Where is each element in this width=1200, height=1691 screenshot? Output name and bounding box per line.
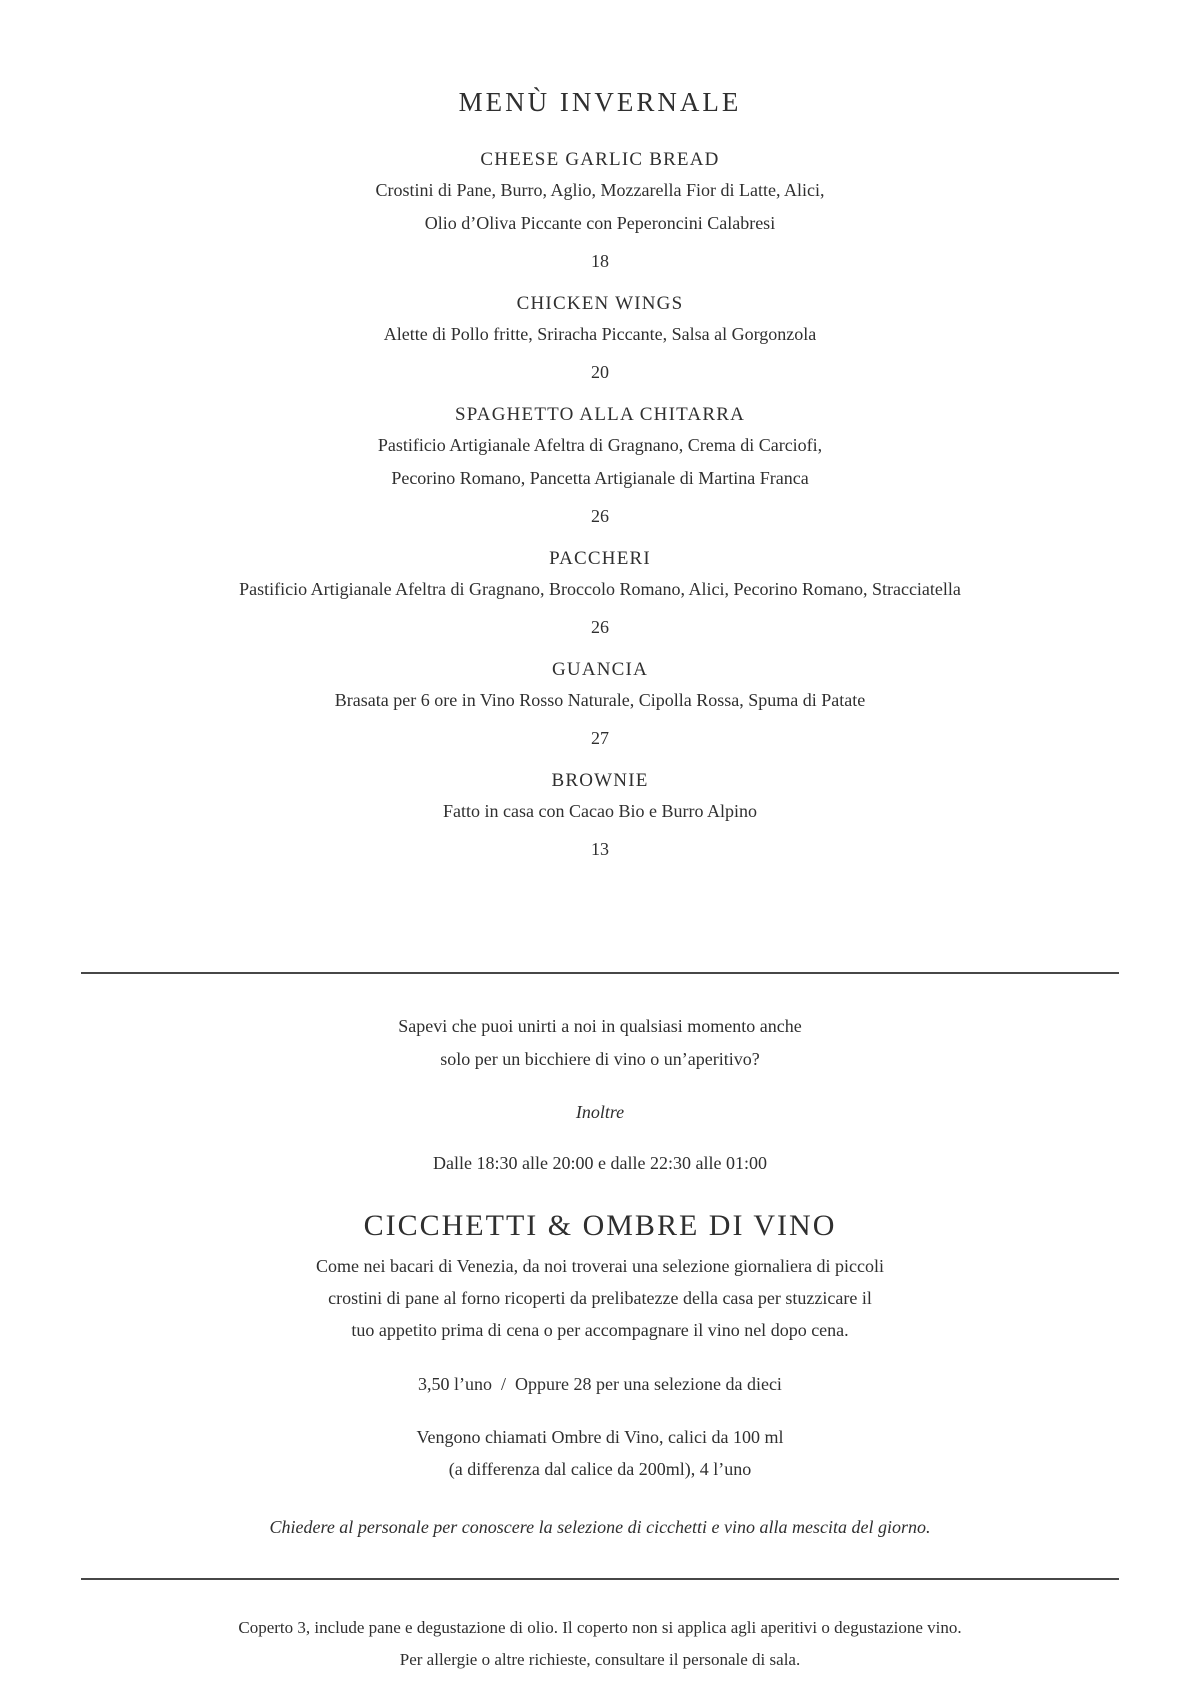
item-description-line: Fatto in casa con Cacao Bio e Burro Alpino — [443, 801, 757, 821]
menu-items-list — [0, 146, 1200, 862]
section-divider-top — [81, 972, 1119, 974]
item-description-line: Alette di Pollo fritte, Sriracha Piccante, Salsa al Gorgonzola — [383, 324, 817, 344]
item-price: 26 — [591, 617, 609, 637]
ombre-note-line: (a differenza dal calice da 200ml), 4 l’uno — [448, 1459, 752, 1479]
item-name: BROWNIE — [551, 770, 649, 791]
staff-note: Chiedere al personale per conoscere la selezione di cicchetti e vino alla mescita del giorno. — [269, 1517, 931, 1537]
item-description-line: Pastificio Artigianale Afeltra di Gragnano, Broccolo Romano, Alici, Pecorino Romano, Stracciatella — [239, 579, 961, 599]
menu-item-spaghetto-alla-chitarra — [0, 401, 1200, 529]
ombre-note-line: Vengono chiamati Ombre di Vino, calici da 100 ml — [416, 1427, 784, 1447]
menu-item-brownie — [0, 767, 1200, 862]
item-description-line: Crostini di Pane, Burro, Aglio, Mozzarella Fior di Latte, Alici, — [375, 180, 825, 200]
inoltre-label: Inoltre — [575, 1102, 625, 1122]
item-price: 20 — [591, 362, 609, 382]
item-name: CHEESE GARLIC BREAD — [480, 149, 720, 170]
cicchetti-heading: CICCHETTI & OMBRE DI VINO — [363, 1209, 837, 1242]
menu-item-paccheri — [0, 545, 1200, 640]
item-price: 13 — [591, 839, 609, 859]
footer-note-line: Coperto 3, include pane e degustazione di olio. Il coperto non si applica agli aperitivi o degustazione vino. — [238, 1618, 962, 1637]
item-price: 27 — [591, 728, 609, 748]
cicchetti-description-line: tuo appetito prima di cena o per accompagnare il vino nel dopo cena. — [351, 1320, 849, 1340]
menu-item-chicken-wings — [0, 290, 1200, 385]
item-name: CHICKEN WINGS — [516, 293, 684, 314]
cicchetti-pricing: 3,50 l’uno / Oppure 28 per una selezione da dieci — [418, 1374, 782, 1394]
item-name: GUANCIA — [551, 659, 648, 680]
item-name: PACCHERI — [549, 548, 651, 569]
footer-note-line: Per allergie o altre richieste, consultare il personale di sala. — [399, 1650, 801, 1669]
item-price: 18 — [591, 251, 609, 271]
item-description-line: Pastificio Artigianale Afeltra di Gragnano, Crema di Carciofi, — [377, 435, 823, 455]
item-price: 26 — [591, 506, 609, 526]
item-description-line: Pecorino Romano, Pancetta Artigianale di Martina Franca — [391, 468, 809, 488]
cicchetti-description-line: Come nei bacari di Venezia, da noi troverai una selezione giornaliera di piccoli — [316, 1256, 884, 1276]
section-divider-bottom — [81, 1578, 1119, 1580]
aperitivo-intro — [0, 1010, 1200, 1076]
item-description-line: Olio d’Oliva Piccante con Peperoncini Calabresi — [424, 213, 776, 233]
menu-item-cheese-garlic-bread — [0, 146, 1200, 274]
item-description-line: Brasata per 6 ore in Vino Rosso Naturale, Cipolla Rossa, Spuma di Patate — [334, 690, 866, 710]
aperitivo-intro-line: solo per un bicchiere di vino o un’aperitivo? — [440, 1049, 760, 1069]
page-title: MENÙ INVERNALE — [458, 87, 742, 117]
aperitivo-intro-line: Sapevi che puoi unirti a noi in qualsiasi momento anche — [398, 1016, 802, 1036]
menu-item-guancia — [0, 656, 1200, 751]
cicchetti-description-line: crostini di pane al forno ricoperti da prelibatezze della casa per stuzzicare il — [328, 1288, 872, 1308]
cicchetti-description — [0, 1250, 1200, 1346]
footer-notes — [0, 1612, 1200, 1676]
ombre-di-vino-note — [0, 1421, 1200, 1485]
aperitivo-hours: Dalle 18:30 alle 20:00 e dalle 22:30 alle 01:00 — [433, 1153, 767, 1173]
item-name: SPAGHETTO ALLA CHITARRA — [454, 404, 745, 425]
